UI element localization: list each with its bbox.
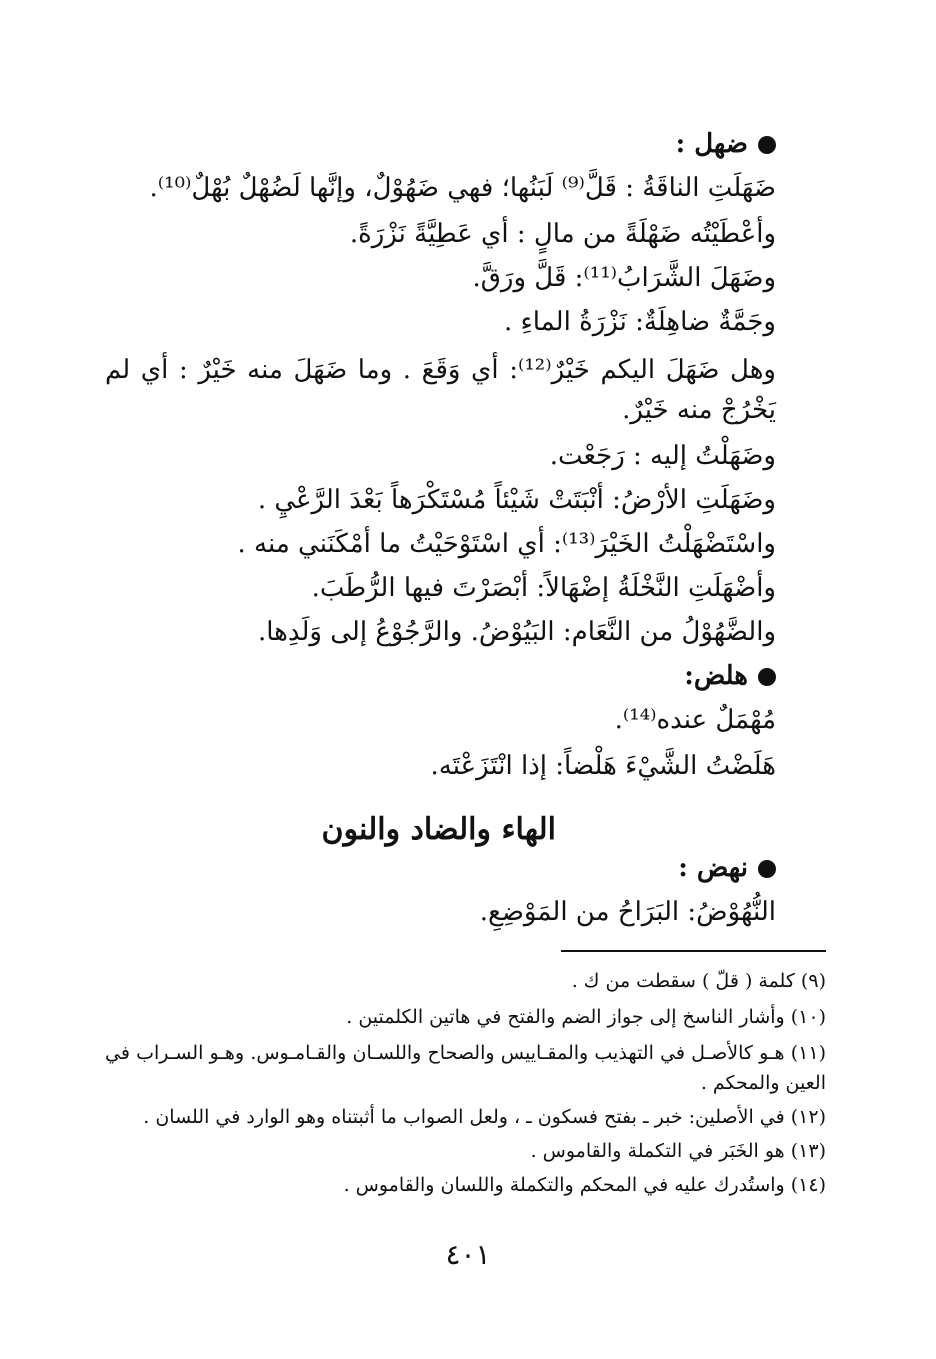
bullet-icon (758, 136, 776, 154)
bullet-icon (758, 860, 776, 878)
footnote: (٩) كلمة ( قلّ ) سقطت من ك . (571, 970, 826, 992)
entry-line: النُّهُوْضُ: البَرَاحُ من المَوْضِعِ. (479, 897, 776, 927)
footnote: (١٠) وأشار الناسخ إلى جواز الضم والفتح في هاتين الكلمتين . (346, 1006, 826, 1028)
entry-heading-dahl (676, 128, 776, 160)
entry-line: واسْتَضْهَلْتُ الخَيْرَ⁽¹³⁾: أي اسْتَوْحَيْتُ ما أمْكَنَني منه . (237, 529, 776, 559)
entry-heading-nahd (678, 852, 776, 884)
entry-line: وأضْهَلَتِ النَّخْلَةُ إضْهَالاً: أبْصَرْتَ فيها الرُّطَبَ. (311, 573, 776, 603)
entry-line: والضَّهُوْلُ من النَّعَام: البَيُوْضُ. والرَّجُوْعُ إلى وَلَدِها. (257, 617, 776, 647)
entry-line: ضَهَلَتِ الناقَةُ : قَلَّ⁽⁹⁾ لَبَنُها؛ فهي ضَهُوْلٌ، وإنَّها لَضُهْلٌ بُهْلٌ⁽¹⁰⁾. (149, 173, 776, 203)
entry-line: وضَهَلَتِ الأرْضُ: أنْبَتَتْ شَيْئاً مُسْتَكْرَهاً بَعْدَ الرَّعْيِ . (257, 485, 776, 515)
footnote-divider (561, 950, 826, 952)
entry-line: وهل ضَهَلَ اليكم خَيْرٌ⁽¹²⁾: أي وَقَعَ . وما ضَهَلَ منه خَيْرٌ : أي لم يَخْرُجْ منه خَيْرٌ. (105, 355, 776, 425)
footnote: (١٢) في الأصلين: خبر ـ بفتح فسكون ـ ، ولعل الصواب ما أثبتناه وهو الوارد في اللسان . (143, 1106, 826, 1128)
entry-line: وجَمَّةٌ ضاهِلَةٌ: نَزْرَةُ الماءِ . (503, 307, 776, 337)
page-number: ٤٠١ (445, 1238, 491, 1271)
footnote: (١١) هـو كالأصـل في التهذيب والمقـاييس والصحاح واللسـان والقـامـوس. وهـو السـراب في العين والمحكم . (105, 1042, 826, 1094)
entry-line: وضَهَلَ الشَّرَابُ⁽¹¹⁾: قَلَّ ورَقَّ. (472, 263, 776, 293)
entry-line: وضَهَلْتُ إليه : رَجَعْت. (549, 441, 776, 471)
entry-heading-hald (684, 660, 776, 692)
footnote: (١٣) هو الخَبَر في التكملة والقاموس . (530, 1140, 826, 1162)
entry-line: مُهْمَلٌ عنده⁽¹⁴⁾. (614, 705, 776, 735)
entry-line: وأعْطَيْتُه ضَهْلَةً من مالٍ : أي عَطِيَّةً نَزْرَةً. (349, 219, 776, 249)
entry-heading-text: ضهل : (675, 129, 748, 159)
entry-heading-text: نهض : (678, 853, 748, 883)
entry-line: هَلَضْتُ الشَّيْءَ هَلْضاً: إذا انْتَزَعْتَه. (430, 751, 776, 781)
entry-heading-text: هلض: (684, 661, 748, 691)
footnote: (١٤) واستُدرك عليه في المحكم والتكملة واللسان والقاموس . (343, 1174, 826, 1196)
bullet-icon (758, 668, 776, 686)
section-title: الهاء والضاد والنون (321, 812, 556, 847)
